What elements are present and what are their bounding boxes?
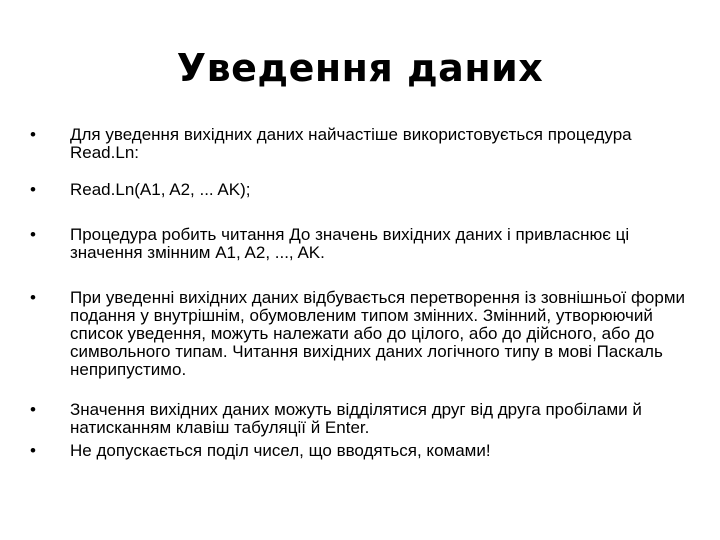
bullet-text: Для уведення вихідних даних найчастіше використовується процедура Read.Ln: <box>70 125 632 162</box>
bullet-item <box>30 181 692 199</box>
bullet-dot: • <box>30 125 36 144</box>
bullet-item <box>30 401 692 437</box>
bullet-text: Не допускається поділ чисел, що вводяться, комами! <box>70 441 491 460</box>
bullet-list <box>30 126 692 460</box>
bullet-dot: • <box>30 441 36 460</box>
bullet-text: Значення вихідних даних можуть відділятися друг від друга пробілами й натисканням клавіш табуляції й Enter. <box>70 400 642 437</box>
bullet-dot: • <box>30 225 36 244</box>
bullet-item <box>30 126 692 162</box>
bullet-dot: • <box>30 180 36 199</box>
bullet-text: Процедура робить читання До значень вихідних даних і привласнює ці значення змінним A1, A2, ..., AK. <box>70 225 630 262</box>
bullet-item <box>30 442 692 460</box>
bullet-dot: • <box>30 400 36 419</box>
bullet-text: Read.Ln(A1, A2, ... AK); <box>70 180 251 199</box>
bullet-dot: • <box>30 288 36 307</box>
slide-title: Уведення даних <box>176 46 544 90</box>
bullet-item <box>30 289 692 379</box>
bullet-item <box>30 226 692 262</box>
bullet-text: При уведенні вихідних даних відбувається перетворення із зовнішньої форми подання у внутрішнім, обумовленим типом змінних. Змінний, утворюючий список уведення, можуть належати або до цілого, або до дійсного, або до символьного типам. Читання вихідних даних логічного типу в мові Паскаль неприпустимо. <box>70 288 686 379</box>
